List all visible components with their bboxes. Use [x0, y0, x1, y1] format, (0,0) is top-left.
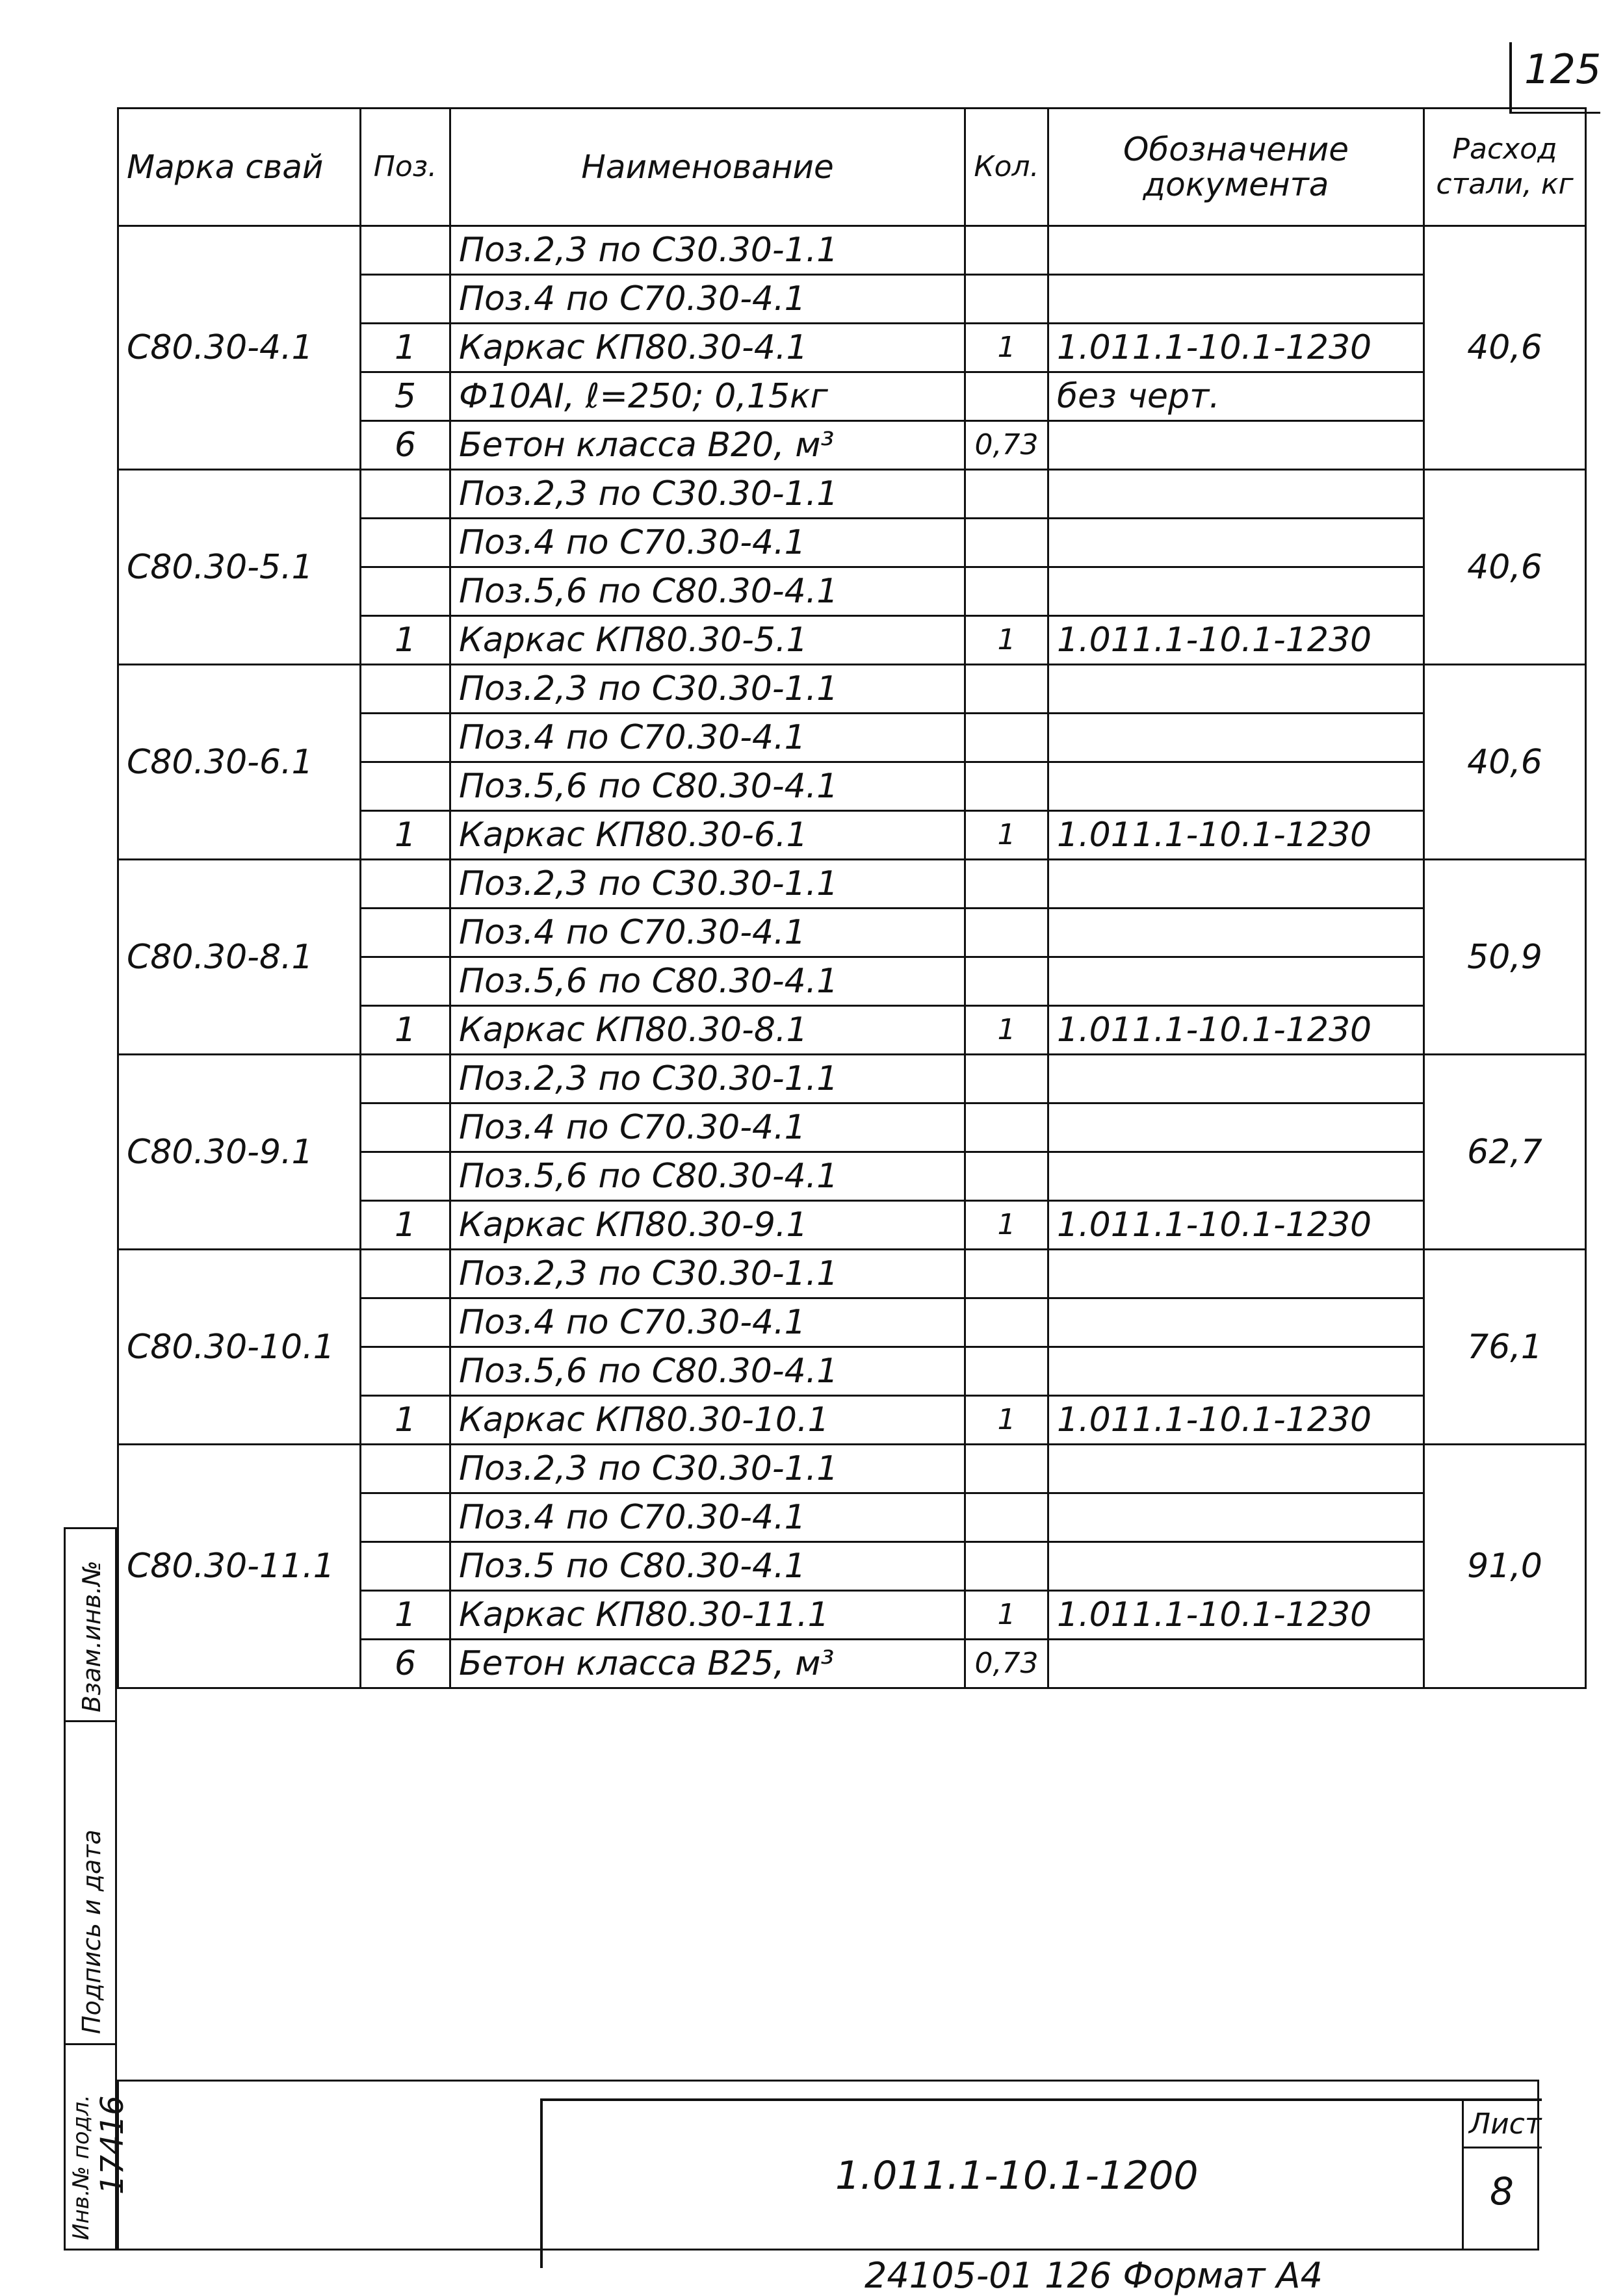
side-cell-inv-replace: [64, 1527, 117, 1722]
table-header-row: [118, 109, 1586, 226]
cell-doc: [1048, 1298, 1424, 1347]
cell-qty: [965, 909, 1048, 957]
cell-name: Каркас КП80.30-8.1: [450, 1006, 965, 1055]
cell-name: Поз.2,3 по С30.30-1.1: [450, 665, 965, 714]
cell-pos: [361, 762, 450, 811]
cell-qty: [965, 275, 1048, 324]
cell-qty: [965, 1298, 1048, 1347]
cell-mass: 76,1: [1424, 1250, 1586, 1445]
cell-pos: [361, 470, 450, 519]
header-doc-text: Обозначение документа: [1123, 131, 1349, 203]
sheet-number: 8: [1490, 2169, 1514, 2213]
cell-name: Каркас КП80.30-10.1: [450, 1396, 965, 1445]
cell-mark: С80.30-11.1: [118, 1445, 361, 1688]
cell-name: Поз.2,3 по С30.30-1.1: [450, 860, 965, 909]
table-row: [118, 1250, 1586, 1298]
footer-stamp: 24105-01 126 Формат А4: [864, 2255, 1323, 2296]
header-mark: [118, 109, 361, 226]
cell-name: Бетон класса В20, м³: [450, 421, 965, 470]
cell-doc: [1048, 226, 1424, 275]
cell-name: Поз.2,3 по С30.30-1.1: [450, 1055, 965, 1103]
cell-pos: 6: [361, 1640, 450, 1688]
page-number: 125: [1524, 45, 1602, 93]
cell-doc: [1048, 1103, 1424, 1152]
table-row: [118, 860, 1586, 909]
cell-qty: 0,73: [965, 421, 1048, 470]
cell-pos: 1: [361, 324, 450, 372]
cell-name: Поз.4 по С70.30-4.1: [450, 1298, 965, 1347]
cell-name: Поз.5,6 по С80.30-4.1: [450, 1347, 965, 1396]
cell-doc: [1048, 909, 1424, 957]
cell-doc: 1.011.1-10.1-1230: [1048, 324, 1424, 372]
cell-qty: [965, 957, 1048, 1006]
table-row: [118, 665, 1586, 714]
cell-doc: [1048, 665, 1424, 714]
header-mark-text: Марка свай: [127, 148, 324, 186]
sheet-box: [1462, 2101, 1542, 2251]
cell-pos: [361, 1055, 450, 1103]
cell-name: Каркас КП80.30-6.1: [450, 811, 965, 860]
cell-pos: 6: [361, 421, 450, 470]
cell-doc: без черт.: [1048, 372, 1424, 421]
cell-doc: [1048, 1055, 1424, 1103]
cell-pos: 5: [361, 372, 450, 421]
cell-mass: 91,0: [1424, 1445, 1586, 1688]
cell-name: Поз.4 по С70.30-4.1: [450, 714, 965, 762]
table-row: [118, 1445, 1586, 1493]
header-pos-text: Поз.: [373, 150, 437, 183]
cell-doc: [1048, 1542, 1424, 1591]
cell-qty: 1: [965, 1591, 1048, 1640]
cell-mark: С80.30-9.1: [118, 1055, 361, 1250]
cell-doc: 1.011.1-10.1-1230: [1048, 1396, 1424, 1445]
cell-qty: [965, 1250, 1048, 1298]
cell-pos: [361, 275, 450, 324]
cell-name: Поз.4 по С70.30-4.1: [450, 275, 965, 324]
cell-qty: 1: [965, 1396, 1048, 1445]
cell-name: Поз.2,3 по С30.30-1.1: [450, 226, 965, 275]
header-name: [450, 109, 965, 226]
cell-name: Поз.4 по С70.30-4.1: [450, 909, 965, 957]
cell-doc: [1048, 470, 1424, 519]
cell-qty: [965, 1347, 1048, 1396]
document-code: 1.011.1-10.1-1200: [835, 2153, 1199, 2199]
cell-qty: 1: [965, 616, 1048, 665]
side-cell-signature-date: [64, 1720, 117, 2045]
cell-name: Поз.5,6 по С80.30-4.1: [450, 1152, 965, 1201]
sheet-label: Лист: [1469, 2108, 1542, 2141]
cell-doc: [1048, 1493, 1424, 1542]
side-label-inv-original: Инв.№ подл.: [68, 2095, 94, 2240]
cell-doc: 1.011.1-10.1-1230: [1048, 1201, 1424, 1250]
cell-mass: 50,9: [1424, 860, 1586, 1055]
cell-doc: 1.011.1-10.1-1230: [1048, 616, 1424, 665]
cell-doc: [1048, 762, 1424, 811]
cell-qty: [965, 372, 1048, 421]
specification-body: [118, 226, 1586, 1688]
cell-qty: [965, 470, 1048, 519]
cell-pos: [361, 1250, 450, 1298]
cell-mark: С80.30-4.1: [118, 226, 361, 470]
cell-qty: 1: [965, 811, 1048, 860]
cell-qty: [965, 567, 1048, 616]
table-row: [118, 1055, 1586, 1103]
header-mass: [1424, 109, 1586, 226]
cell-pos: [361, 226, 450, 275]
table-row: [118, 470, 1586, 519]
cell-qty: [965, 1055, 1048, 1103]
title-block: [117, 2080, 1542, 2251]
cell-name: Ф10АI, ℓ=250; 0,15кг: [450, 372, 965, 421]
cell-pos: [361, 1347, 450, 1396]
cell-name: Каркас КП80.30-11.1: [450, 1591, 965, 1640]
header-pos: [361, 109, 450, 226]
cell-doc: [1048, 957, 1424, 1006]
cell-name: Поз.4 по С70.30-4.1: [450, 519, 965, 567]
cell-pos: [361, 1493, 450, 1542]
cell-mark: С80.30-5.1: [118, 470, 361, 665]
cell-pos: 1: [361, 1006, 450, 1055]
cell-pos: [361, 860, 450, 909]
cell-pos: [361, 1152, 450, 1201]
cell-qty: [965, 1103, 1048, 1152]
cell-pos: [361, 714, 450, 762]
header-name-text: Наименование: [581, 148, 834, 186]
cell-qty: 0,73: [965, 1640, 1048, 1688]
cell-pos: 1: [361, 616, 450, 665]
cell-mass: 40,6: [1424, 226, 1586, 470]
cell-name: Бетон класса В25, м³: [450, 1640, 965, 1688]
cell-name: Поз.5,6 по С80.30-4.1: [450, 567, 965, 616]
cell-qty: [965, 519, 1048, 567]
side-cell-inv-original: [64, 2043, 131, 2251]
cell-name: Поз.5,6 по С80.30-4.1: [450, 762, 965, 811]
cell-doc: 1.011.1-10.1-1230: [1048, 1591, 1424, 1640]
cell-doc: [1048, 1250, 1424, 1298]
cell-doc: [1048, 714, 1424, 762]
page-number-rule: [1509, 42, 1512, 114]
cell-doc: [1048, 421, 1424, 470]
side-value-inv-original: 17416: [94, 2095, 131, 2195]
cell-pos: 1: [361, 811, 450, 860]
cell-mass: 62,7: [1424, 1055, 1586, 1250]
header-qty-text: Кол.: [974, 150, 1039, 183]
cell-pos: [361, 957, 450, 1006]
cell-pos: [361, 567, 450, 616]
header-qty: [965, 109, 1048, 226]
sheet-divider: [1464, 2147, 1542, 2148]
cell-pos: [361, 665, 450, 714]
cell-qty: [965, 665, 1048, 714]
cell-pos: [361, 1445, 450, 1493]
cell-pos: 1: [361, 1201, 450, 1250]
cell-name: Каркас КП80.30-4.1: [450, 324, 965, 372]
cell-qty: [965, 1152, 1048, 1201]
cell-mark: С80.30-8.1: [118, 860, 361, 1055]
cell-mass: 40,6: [1424, 665, 1586, 860]
cell-doc: [1048, 1445, 1424, 1493]
side-label-signature-date: Подпись и дата: [77, 1829, 106, 2034]
cell-qty: [965, 762, 1048, 811]
header-doc: [1048, 109, 1424, 226]
cell-doc: [1048, 567, 1424, 616]
cell-name: Поз.5,6 по С80.30-4.1: [450, 957, 965, 1006]
cell-mark: С80.30-10.1: [118, 1250, 361, 1445]
cell-qty: [965, 714, 1048, 762]
approval-side-strip: [64, 1527, 131, 2251]
cell-name: Поз.2,3 по С30.30-1.1: [450, 1250, 965, 1298]
cell-doc: [1048, 1152, 1424, 1201]
cell-name: Поз.2,3 по С30.30-1.1: [450, 470, 965, 519]
cell-pos: [361, 1542, 450, 1591]
cell-doc: [1048, 860, 1424, 909]
table-row: [118, 226, 1586, 275]
cell-name: Каркас КП80.30-5.1: [450, 616, 965, 665]
cell-name: Поз.4 по С70.30-4.1: [450, 1103, 965, 1152]
cell-name: Поз.4 по С70.30-4.1: [450, 1493, 965, 1542]
cell-doc: [1048, 1640, 1424, 1688]
cell-qty: 1: [965, 1201, 1048, 1250]
cell-pos: [361, 1103, 450, 1152]
cell-doc: 1.011.1-10.1-1230: [1048, 1006, 1424, 1055]
cell-doc: [1048, 275, 1424, 324]
specification-table: [117, 107, 1587, 1689]
cell-qty: [965, 1493, 1048, 1542]
cell-doc: [1048, 519, 1424, 567]
cell-qty: 1: [965, 1006, 1048, 1055]
cell-name: Поз.5 по С80.30-4.1: [450, 1542, 965, 1591]
title-block-main-field: [540, 2098, 1542, 2268]
cell-pos: 1: [361, 1396, 450, 1445]
header-mass-text: Расход стали, кг: [1436, 133, 1574, 201]
cell-name: Поз.2,3 по С30.30-1.1: [450, 1445, 965, 1493]
cell-qty: [965, 1445, 1048, 1493]
cell-pos: [361, 909, 450, 957]
side-label-inv-replace: Взам.инв.№: [77, 1560, 106, 1712]
cell-pos: 1: [361, 1591, 450, 1640]
cell-doc: 1.011.1-10.1-1230: [1048, 811, 1424, 860]
cell-pos: [361, 1298, 450, 1347]
cell-qty: 1: [965, 324, 1048, 372]
cell-name: Каркас КП80.30-9.1: [450, 1201, 965, 1250]
cell-doc: [1048, 1347, 1424, 1396]
cell-pos: [361, 519, 450, 567]
cell-qty: [965, 1542, 1048, 1591]
cell-mark: С80.30-6.1: [118, 665, 361, 860]
cell-qty: [965, 226, 1048, 275]
cell-mass: 40,6: [1424, 470, 1586, 665]
cell-qty: [965, 860, 1048, 909]
